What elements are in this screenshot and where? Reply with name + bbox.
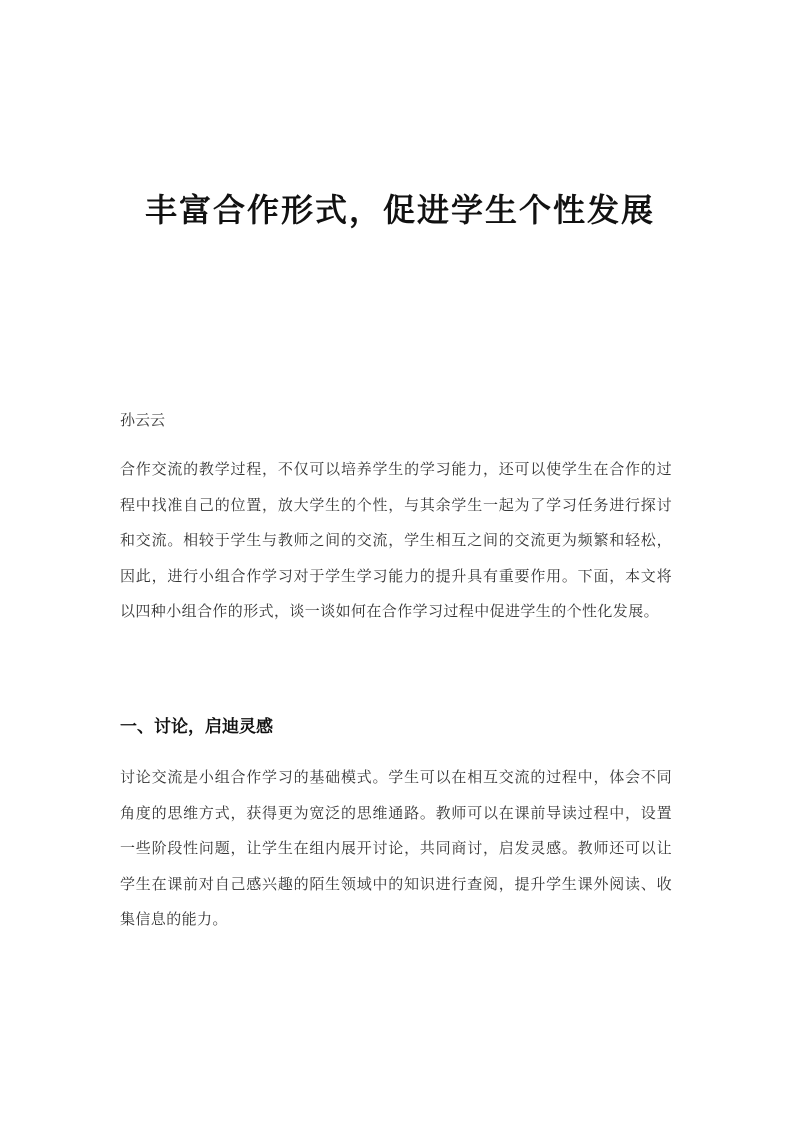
section-heading-1: 一、讨论，启迪灵感 xyxy=(120,717,273,737)
intro-paragraph: 合作交流的教学过程，不仅可以培养学生的学习能力，还可以使学生在合作的过程中找准自己的位置，放大学生的个性，与其余学生一起为了学习任务进行探讨和交流。相较于学生与教师之间的交流，学生相互之间的交流更为频繁和轻松，因此，进行小组合作学习对于学生学习能力的提升具有重要作用。下面，本文将以四种小组合作的形式，谈一谈如何在合作学习过程中促进学生的个性化发展。 xyxy=(120,460,672,621)
author-name: 孙云云 xyxy=(120,411,166,429)
document-title: 丰富合作形式，促进学生个性发展 xyxy=(144,191,655,229)
section-paragraph-1: 讨论交流是小组合作学习的基础模式。学生可以在相互交流的过程中，体会不同角度的思维方式，获得更为宽泛的思维通路。教师可以在课前导读过程中，设置一些阶段性问题，让学生在组内展开讨论，共同商讨，启发灵感。教师还可以让学生在课前对自己感兴趣的陌生领域中的知识进行查阅，提升学生课外阅读、收集信息的能力。 xyxy=(120,768,672,929)
